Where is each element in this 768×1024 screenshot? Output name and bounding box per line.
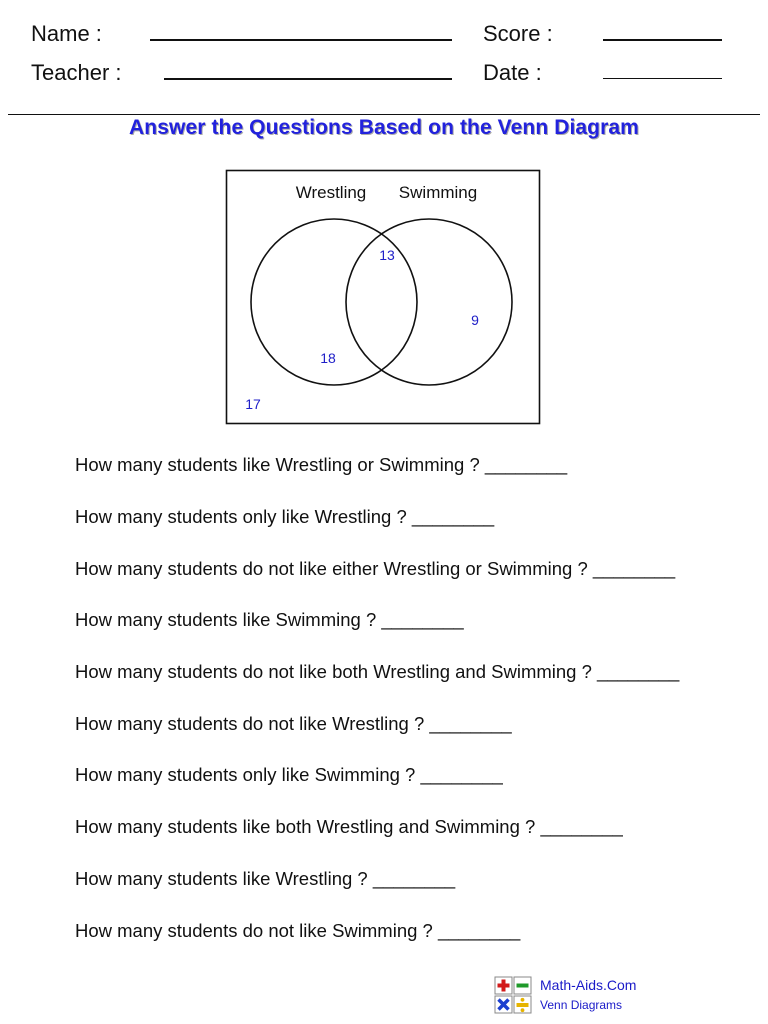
set-b-label: Swimming xyxy=(398,183,478,202)
question-text: How many students do not like both Wrestling and Swimming ? ________ xyxy=(75,661,680,682)
question-text: How many students only like Swimming ? ________ xyxy=(75,764,503,785)
swimming-circle xyxy=(346,219,512,385)
neither-count: 17 xyxy=(245,396,261,412)
question-text: How many students like Swimming ? ________ xyxy=(75,609,464,630)
only-a-count: 18 xyxy=(320,350,336,366)
question-text: How many students only like Wrestling ? ________ xyxy=(75,506,495,527)
question-text: How many students like both Wrestling and Swimming ? ________ xyxy=(75,816,623,837)
footer xyxy=(494,976,694,1016)
teacher-label: Teacher : xyxy=(31,60,122,85)
question-text: How many students like Wrestling or Swimming ? ________ xyxy=(75,454,568,475)
name-label: Name : xyxy=(31,21,102,46)
math-aids-logo-icon xyxy=(494,976,532,1014)
universal-set-box xyxy=(227,171,540,424)
footer-subtitle: Venn Diagrams xyxy=(540,998,623,1012)
set-a-label: Wrestling xyxy=(295,183,367,202)
question-text: How many students do not like Swimming ? ________ xyxy=(75,920,521,941)
question-text: How many students like Wrestling ? ________ xyxy=(75,868,456,889)
venn-diagram xyxy=(0,0,768,440)
question-text: How many students do not like Wrestling ? ________ xyxy=(75,713,512,734)
footer-brand[interactable]: Math-Aids.Com xyxy=(540,977,637,993)
only-b-count: 9 xyxy=(471,312,479,328)
page-title: Answer the Questions Based on the Venn Diagram xyxy=(129,116,639,139)
both-count: 13 xyxy=(379,247,395,263)
date-label: Date : xyxy=(483,60,542,85)
score-label: Score : xyxy=(483,21,553,46)
question-text: How many students do not like either Wrestling or Swimming ? ________ xyxy=(75,558,676,579)
